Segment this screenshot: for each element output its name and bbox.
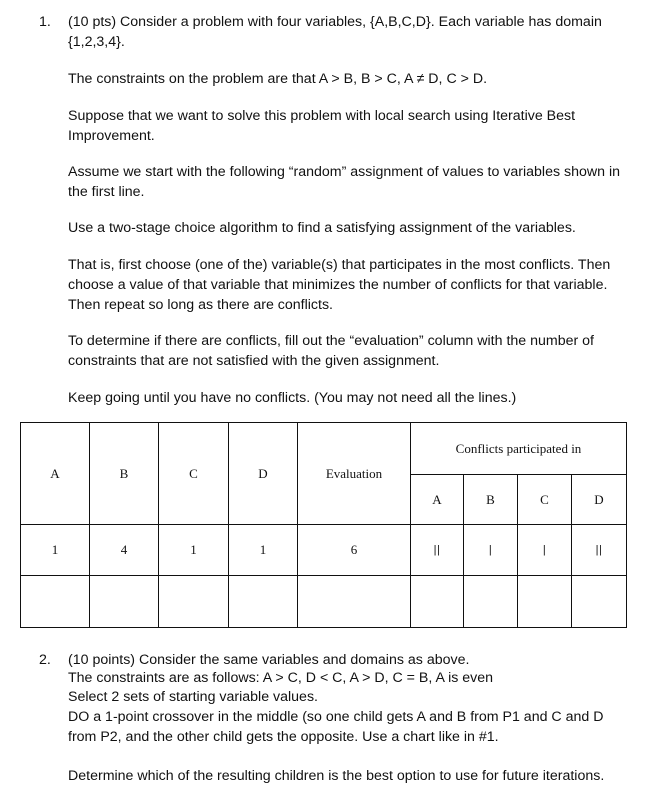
thatis-paragraph-line3: Then repeat so long as there are conflicts.: [68, 297, 333, 313]
header-b: B: [90, 423, 159, 525]
cell-tally-d: [572, 576, 627, 628]
question-2-line3: Select 2 sets of starting variable values.: [68, 689, 318, 705]
thatis-paragraph-line2: choose a value of that variable that minimizes the number of conflicts for that variable.: [68, 277, 608, 293]
keep-going-paragraph: Keep going until you have no conflicts. (You may not need all the lines.): [68, 390, 517, 406]
table-row: [21, 576, 627, 628]
cell-tally-c: |: [518, 525, 572, 576]
header-a: A: [21, 423, 90, 525]
header-c: C: [159, 423, 229, 525]
assume-paragraph-line2: the first line.: [68, 184, 145, 200]
question-2-line4: DO a 1-point crossover in the middle (so one child gets A and B from P1 and C and D: [68, 709, 604, 725]
use-algorithm-paragraph: Use a two-stage choice algorithm to find a satisfying assignment of the variables.: [68, 220, 576, 236]
cell-a: 1: [21, 525, 90, 576]
cell-b: [90, 576, 159, 628]
question-2-line1: (10 points) Consider the same variables and domains as above.: [68, 652, 470, 668]
subheader-conflict-b: B: [464, 475, 518, 525]
subheader-conflict-d: D: [572, 475, 627, 525]
subheader-conflict-a: A: [411, 475, 464, 525]
header-d: D: [229, 423, 298, 525]
cell-tally-b: |: [464, 525, 518, 576]
cell-b: 4: [90, 525, 159, 576]
question-2-number: 2.: [39, 652, 51, 668]
cell-c: 1: [159, 525, 229, 576]
cell-tally-a: ||: [411, 525, 464, 576]
question-2-line5: from P2, and the other child gets the opposite. Use a chart like in #1.: [68, 729, 499, 745]
cell-tally-d: ||: [572, 525, 627, 576]
cell-tally-b: [464, 576, 518, 628]
determine-paragraph-line2: constraints that are not satisfied with the given assignment.: [68, 353, 440, 369]
cell-tally-a: [411, 576, 464, 628]
question-2-line2: The constraints are as follows: A > C, D < C, A > D, C = B, A is even: [68, 670, 494, 686]
suppose-paragraph-line2: Improvement.: [68, 128, 155, 144]
subheader-conflict-c: C: [518, 475, 572, 525]
suppose-paragraph-line1: Suppose that we want to solve this problem with local search using Iterative Best: [68, 108, 576, 124]
assignment-table: [20, 422, 627, 628]
question-1-number: 1.: [39, 14, 51, 30]
cell-a: [21, 576, 90, 628]
cell-evaluation: [298, 576, 411, 628]
cell-d: [229, 576, 298, 628]
assume-paragraph-line1: Assume we start with the following “random” assignment of values to variables shown in: [68, 164, 620, 180]
question-1-prompt-line1: (10 pts) Consider a problem with four variables, {A,B,C,D}. Each variable has domain: [68, 14, 602, 30]
thatis-paragraph-line1: That is, first choose (one of the) variable(s) that participates in the most conflicts. Then: [68, 257, 611, 273]
header-evaluation: Evaluation: [298, 423, 411, 525]
cell-d: 1: [229, 525, 298, 576]
cell-c: [159, 576, 229, 628]
question-2-line6: Determine which of the resulting children is the best option to use for future iterations.: [68, 768, 605, 784]
determine-paragraph-line1: To determine if there are conflicts, fill out the “evaluation” column with the number of: [68, 333, 594, 349]
question-1-prompt-line2: {1,2,3,4}.: [68, 34, 125, 50]
table-row: [21, 525, 627, 576]
cell-tally-c: [518, 576, 572, 628]
constraints-paragraph: The constraints on the problem are that A > B, B > C, A ≠ D, C > D.: [68, 71, 488, 87]
header-conflicts: Conflicts participated in: [411, 423, 627, 475]
cell-evaluation: 6: [298, 525, 411, 576]
